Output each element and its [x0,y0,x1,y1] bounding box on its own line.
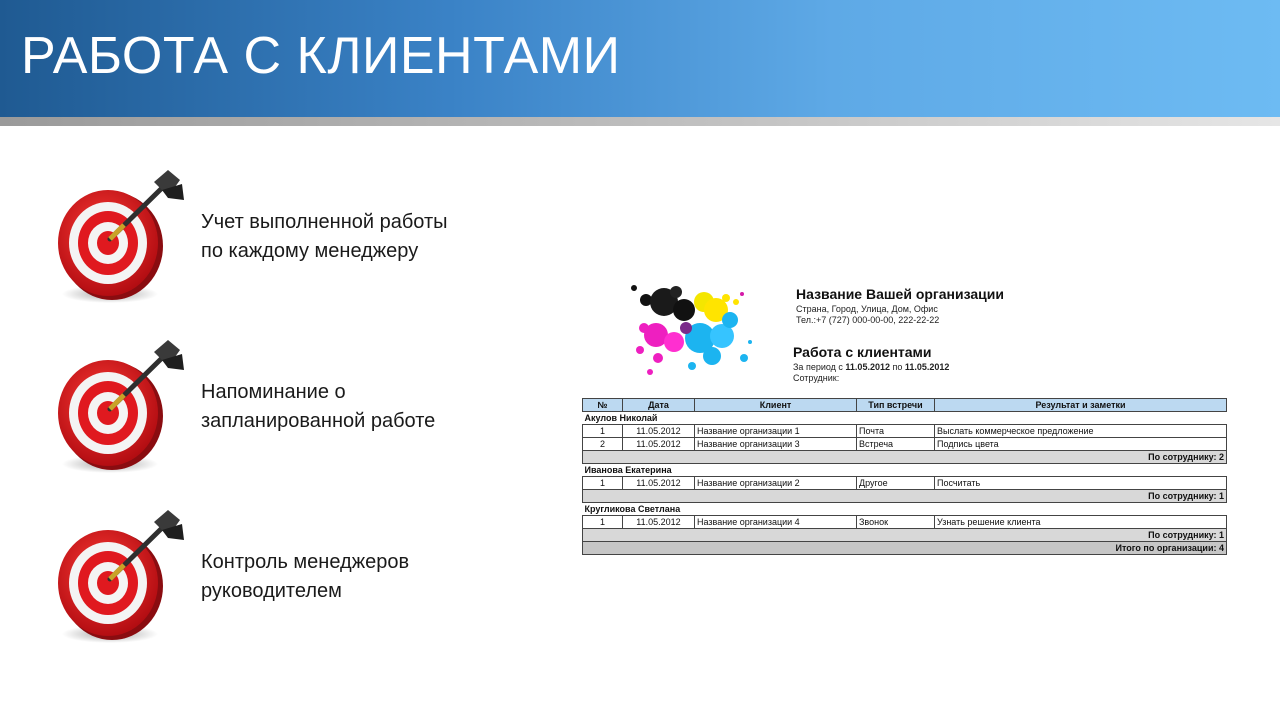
cell-client: Название организации 1 [695,425,857,438]
cell-type: Почта [857,425,935,438]
cell-date: 11.05.2012 [623,425,695,438]
period-prefix: За период с [793,362,846,372]
bullet-item [50,338,530,478]
target-dart-icon [50,508,190,648]
employee-name: Иванова Екатерина [583,464,1227,477]
report-title: Работа с клиентами [793,344,932,360]
cell-type: Встреча [857,438,935,451]
period-mid: по [889,362,905,372]
period-from: 11.05.2012 [845,362,890,372]
cell-num: 1 [583,516,623,529]
cell-num: 2 [583,438,623,451]
bullet-line: запланированной работе [201,410,436,432]
cell-num: 1 [583,425,623,438]
employee-name: Акулов Николай [583,412,1227,425]
subtotal-cell: По сотруднику: 1 [583,529,1227,542]
cell-client: Название организации 2 [695,477,857,490]
subtotal-row [583,451,1227,464]
cell-notes: Узнать решение клиента [935,516,1227,529]
subtotal-row [583,490,1227,503]
subtotal-row [583,529,1227,542]
period-to: 11.05.2012 [904,362,950,372]
employee-label: Сотрудник: [793,373,840,383]
column-header: Тип встречи [857,399,935,412]
bullet-item [50,508,530,648]
table-header-row [583,399,1227,412]
bullet-text [201,208,531,266]
bullet-item [50,168,530,308]
target-dart-icon [50,168,190,308]
total-row [583,542,1227,555]
cell-notes: Подпись цвета [935,438,1227,451]
target-dart-icon [50,338,190,478]
report-table [582,398,1227,555]
bullet-text [201,548,531,606]
title-divider [0,117,1280,126]
column-header: № [583,399,623,412]
cell-date: 11.05.2012 [623,477,695,490]
total-cell: Итого по организации: 4 [583,542,1227,555]
table-row [583,477,1227,490]
bullet-line: Напоминание о [201,381,346,403]
paint-splash-logo [626,280,776,385]
column-header: Клиент [695,399,857,412]
table-row [583,438,1227,451]
subtotal-cell: По сотруднику: 2 [583,451,1227,464]
subtotal-cell: По сотруднику: 1 [583,490,1227,503]
cell-num: 1 [583,477,623,490]
table-row [583,516,1227,529]
org-phone: Тел.:+7 (727) 000-00-00, 222-22-22 [796,315,940,325]
bullet-text [201,378,531,436]
org-name: Название Вашей организации [796,286,1004,302]
cell-type: Звонок [857,516,935,529]
column-header: Результат и заметки [935,399,1227,412]
cell-client: Название организации 4 [695,516,857,529]
bullet-line: Учет выполненной работы [201,211,448,233]
employee-group-row [583,503,1227,516]
cell-notes: Выслать коммерческое предложение [935,425,1227,438]
cell-notes: Посчитать [935,477,1227,490]
employee-group-row [583,412,1227,425]
cell-date: 11.05.2012 [623,438,695,451]
bullet-line: Контроль менеджеров [201,551,410,573]
bullet-line: по каждому менеджеру [201,240,419,262]
slide-title: РАБОТА С КЛИЕНТАМИ [21,27,621,85]
org-address: Страна, Город, Улица, Дом, Офис [796,304,938,314]
employee-name: Кругликова Светлана [583,503,1227,516]
bullet-line: руководителем [201,580,342,602]
cell-client: Название организации 3 [695,438,857,451]
report-period [793,362,949,372]
cell-type: Другое [857,477,935,490]
cell-date: 11.05.2012 [623,516,695,529]
table-row [583,425,1227,438]
column-header: Дата [623,399,695,412]
employee-group-row [583,464,1227,477]
